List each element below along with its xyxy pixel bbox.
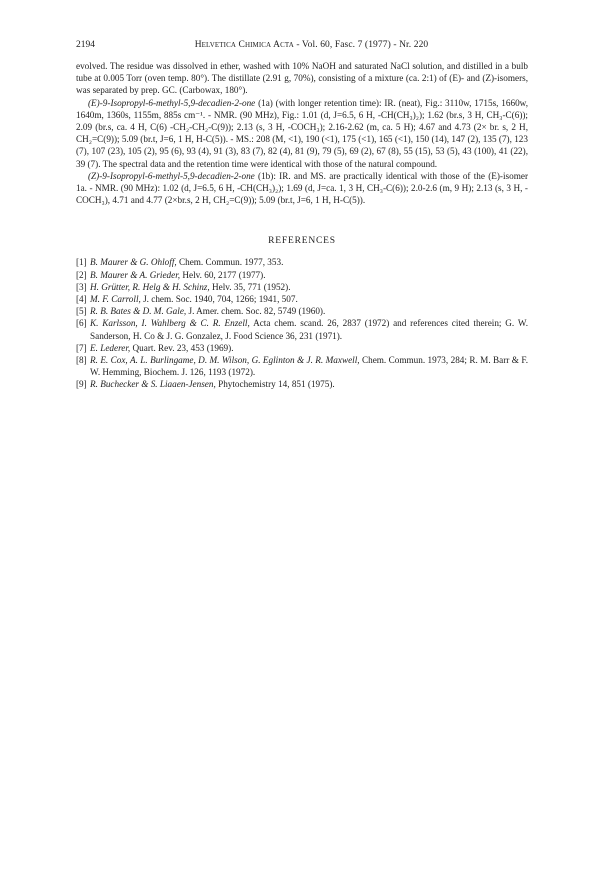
- compound-name-1b: (Z)-9-Isopropyl-6-methyl-5,9-decadien-2-one: [88, 170, 255, 181]
- reference-item: [76, 305, 528, 317]
- reference-item: [76, 342, 528, 354]
- reference-source: Quart. Rev. 23, 453 (1969).: [130, 342, 234, 353]
- reference-item: [76, 293, 528, 305]
- reference-authors: H. Grütter, R. Helg & H. Schinz,: [90, 281, 210, 292]
- reference-item: [76, 317, 528, 341]
- reference-authors: R. B. Bates & D. M. Gale,: [90, 306, 187, 317]
- reference-number: [7]: [76, 342, 87, 353]
- reference-source: Chem. Commun. 1977, 353.: [176, 257, 284, 268]
- reference-number: [6]: [76, 318, 87, 329]
- compound-1a-data: (1a) (with longer retention time): IR. (neat), Fig.: 3110w, 1715s, 1660w, 1640m, 1360s, 1155m, 885s cm⁻¹. - NMR. (90 MHz), Fig.: 1.01 (d, J=6.5, 6 H, -CH(CH₃)₂); 1.62 (br.s, 3 H, CH₃-C(6)); 2.09 (br.s, ca. 4 H, C(6) -CH₂-CH₂-C(9)); 2.13 (s, 3 H, -COCH₃); 2.16-2.62 (m, ca. 5 H); 4.67 and 4.73 (2× br. s, 2 H, CH₂=C(9)); 5.09 (br.t, J=6, 1 H, H-C(5)). - MS.: 208 (M, <1), 190 (<1), 175 (<1), 165 (<1), 150 (14), 147 (2), 135 (7), 123 (7), 107 (23), 105 (2), 95 (6), 93 (4), 91 (3), 83 (7), 82 (4), 81 (9), 79 (5), 69 (2), 67 (8), 55 (15), 53 (5), 43 (100), 41 (22), 39 (7). The spectral data and the retention time were identical with those of the natural compound.: [76, 97, 528, 169]
- reference-number: [1]: [76, 257, 87, 268]
- reference-authors: R. Buchecker & S. Liaaen-Jensen,: [90, 379, 216, 390]
- reference-text: [90, 305, 528, 317]
- reference-text: [90, 269, 528, 281]
- reference-text: [90, 317, 528, 341]
- reference-list: [76, 256, 528, 390]
- reference-text: [90, 256, 528, 268]
- reference-authors: E. Lederer,: [90, 342, 131, 353]
- page-number: 2194: [76, 40, 95, 50]
- journal-citation: [95, 40, 528, 50]
- reference-item: [76, 269, 528, 281]
- reference-authors: M. F. Carroll,: [90, 294, 141, 305]
- reference-text: [90, 354, 528, 378]
- reference-item: [76, 378, 528, 390]
- experimental-paragraph-2: [76, 97, 528, 170]
- journal-page: [76, 40, 528, 391]
- reference-source: Helv. 35, 771 (1952).: [209, 281, 291, 292]
- experimental-paragraph-1: evolved. The residue was dissolved in ether, washed with 10% NaOH and saturated NaCl solution, and distilled in a bulb tube at 0.005 Torr (oven temp. 80°). The distillate (2.91 g, 70%), consisting of a mixture (ca. 2:1) of (E)- and (Z)-isomers, was separated by prep. GC. (Carbowax, 180°).: [76, 61, 528, 96]
- reference-source: Chem. Commun. 1973, 284; R. M. Barr & F. W. Hemming, Biochem. J. 126, 1193 (1972).: [90, 355, 528, 378]
- reference-text: [90, 342, 528, 354]
- reference-source: J. Amer. chem. Soc. 82, 5749 (1960).: [186, 306, 326, 317]
- journal-volume-info: - Vol. 60, Fasc. 7 (1977) - Nr. 220: [293, 40, 429, 50]
- compound-1b-data: (1b): IR. and MS. are practically identical with those of the (E)-isomer 1a. - NMR. (90 MHz): 1.02 (d, J=6.5, 6 H, -CH(CH₃)₂); 1.69 (d, J=ca. 1, 3 H, CH₃-C(6)); 2.0-2.6 (m, 9 H); 2.13 (s, 3 H, -COCH₃), 4.71 and 4.77 (2×br.s, 2 H, CH₂=C(9)); 5.09 (br.t, J=6, 1 H, H-C(5)).: [76, 170, 528, 206]
- reference-source: J. chem. Soc. 1940, 704, 1266; 1941, 507.: [140, 294, 298, 305]
- reference-authors: K. Karlsson, I. Wahlberg & C. R. Enzell,: [90, 318, 250, 329]
- reference-authors: R. E. Cox, A. L. Burlingame, D. M. Wilson, G. Eglinton & J. R. Maxwell,: [90, 355, 360, 366]
- references-heading: REFERENCES: [268, 236, 336, 247]
- reference-number: [2]: [76, 269, 87, 280]
- reference-source: Phytochemistry 14, 851 (1975).: [215, 379, 335, 390]
- reference-text: [90, 378, 528, 390]
- experimental-paragraph-3: [76, 170, 528, 207]
- reference-number: [3]: [76, 281, 87, 292]
- compound-name-1a: (E)-9-Isopropyl-6-methyl-5,9-decadien-2-one: [88, 97, 256, 108]
- reference-item: [76, 354, 528, 378]
- reference-number: [8]: [76, 355, 87, 366]
- reference-text: [90, 281, 528, 293]
- reference-number: [9]: [76, 379, 87, 390]
- reference-item: [76, 256, 528, 268]
- running-header: [76, 40, 528, 50]
- reference-authors: B. Maurer & A. Grieder,: [90, 269, 181, 280]
- reference-source: Acta chem. scand. 26, 2837 (1972) and references cited therein; G. W. Sanderson, H. Co & J. G. Gonzalez, J. Food Science 36, 231 (1971).: [90, 318, 528, 341]
- reference-number: [5]: [76, 306, 87, 317]
- reference-item: [76, 281, 528, 293]
- reference-number: [4]: [76, 294, 87, 305]
- reference-text: [90, 293, 528, 305]
- reference-authors: B. Maurer & G. Ohloff,: [90, 257, 177, 268]
- reference-source: Helv. 60, 2177 (1977).: [180, 269, 266, 280]
- journal-name: Helvetica Chimica Acta: [194, 40, 294, 50]
